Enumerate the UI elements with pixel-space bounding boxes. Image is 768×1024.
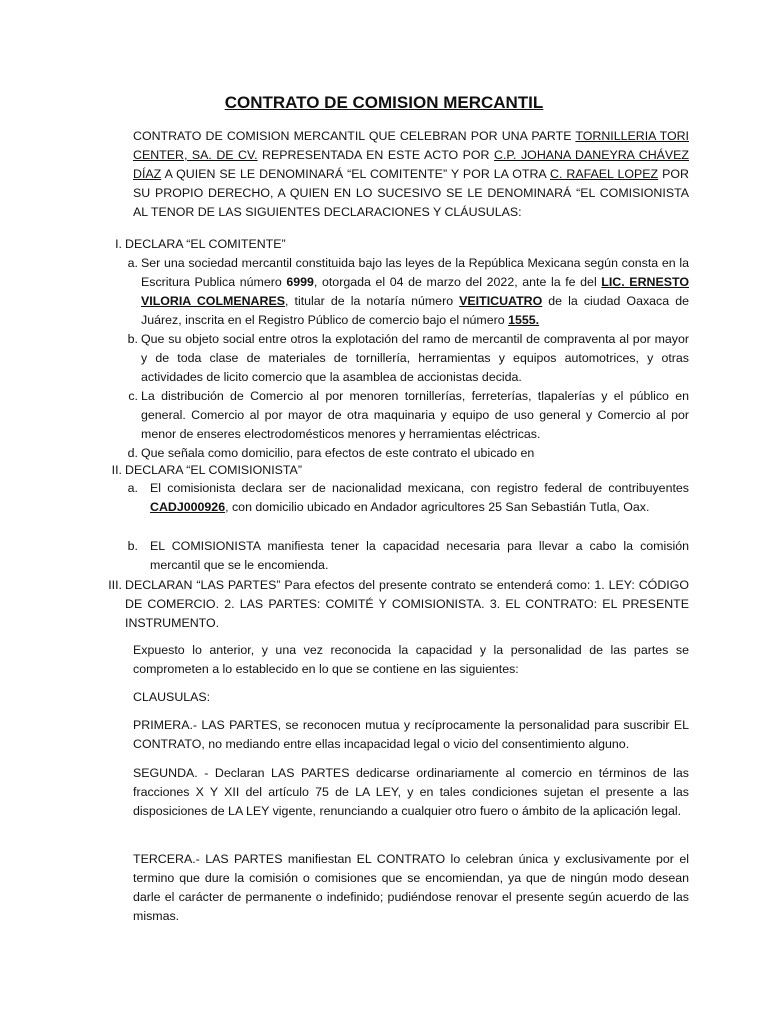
item-letter: b. [127, 332, 138, 346]
intro-text-4: POR SU PROPIO DERECHO, A QUIEN EN LO SUCESIVO SE LE DENOMINARÁ “EL COMISIONISTA AL TENOR DE LAS SIGUIENTES DECLARACIONES Y CLÁUSULAS: [133, 167, 689, 219]
document-title: CONTRATO DE COMISION MERCANTIL [224, 93, 544, 112]
declaration-3-number: III. [108, 578, 122, 592]
item-text: Que su objeto social entre otros la explotación del ramo de mercantil de compraventa al por mayor y de toda clase de materiales de tornillería, herramientas y equipos automotrices, y otras actividades de licito comercio que la asamblea de accionistas decida. [141, 332, 689, 384]
item-letter: c. [128, 389, 138, 403]
item-text: La distribución de Comercio al por menoren tornillerías, ferreterías, tlapalerías y el público en general. Comercio al por mayor de otra maquinaria y equipo de uso general y Comercio al por menor de enseres electrodomésticos menores y herramientas eléctricas. [141, 389, 689, 441]
item-a-text-1: Ser una sociedad mercantil constituida bajo las leyes de la República Mexicana según consta en la Escritura Publica número [141, 256, 689, 289]
clause-tercera: TERCERA.- LAS PARTES manifiestan EL CONTRATO lo celebran única y exclusivamente por el termino que dure la comisión o comisiones que se encomiendan, ya que de ningún modo desean darle el carácter de permanente o indefinido; pudiéndose renovar el presente según acuerdo de las mismas. [133, 852, 689, 923]
item-letter: d. [127, 446, 138, 460]
intro-text-1: CONTRATO DE COMISION MERCANTIL QUE CELEBRAN POR UNA PARTE [133, 129, 576, 143]
item-a-text-2: , con domicilio ubicado en Andador agricultores 25 San Sebastián Tutla, Oax. [225, 500, 650, 514]
item-a-text-3: , titular de la notaría número [284, 294, 460, 308]
notary-name: LIC. ERNESTO VILORIA COLMENARES [141, 275, 689, 308]
declaration-2-number: II. [111, 463, 122, 477]
rfc-number: CADJ000926 [150, 500, 226, 514]
intro-text-2: REPRESENTADA EN ESTE ACTO POR [257, 148, 494, 162]
clausulas-heading: CLAUSULAS: [133, 690, 211, 704]
registry-number: 1555. [508, 313, 540, 327]
declaration-1-number: I. [115, 237, 122, 251]
item-a-text-4: de la ciudad Oaxaca de Juárez, inscrita en el Registro Público de comercio bajo el número [141, 294, 689, 327]
intro-paragraph [133, 127, 689, 222]
representative-name: C.P. JOHANA DANEYRA CHÁVEZ DÍAZ [133, 148, 689, 181]
item-text [150, 479, 689, 517]
notary-number: VEITICUATRO [459, 294, 543, 308]
company-name: TORNILLERIA TORI CENTER, SA. DE CV. [133, 129, 690, 162]
other-party-name: C. RAFAEL LOPEZ [550, 167, 659, 181]
clause-segunda: SEGUNDA. - Declaran LAS PARTES dedicarse ordinariamente al comercio en términos de las fracciones X Y XII del artículo 75 de LA LEY, y en tales condiciones sujetan el presente a las disposiciones de LA LEY vigente, renunciando a cualquier otro fuero o ámbito de la aplicación legal. [133, 766, 689, 818]
escritura-number: 6999 [286, 275, 314, 289]
declaration-3-text: DECLARAN “LAS PARTES” Para efectos del presente contrato se entenderá como: 1. LEY: CÓDIGO DE COMERCIO. 2. LAS PARTES: COMITÉ Y COMISIONISTA. 3. EL CONTRATO: EL PRESENTE INSTRUMENTO. [125, 578, 689, 630]
item-text [141, 254, 689, 330]
expuesto-paragraph: Expuesto lo anterior, y una vez reconocida la capacidad y la personalidad de las partes se comprometen a lo establecido en lo que se contiene en las siguientes: [133, 643, 689, 676]
item-letter: a. [127, 256, 138, 270]
item-text: Que señala como domicilio, para efectos de este contrato el ubicado en [141, 446, 535, 460]
item-letter: a. [127, 481, 138, 495]
item-a-text-2: , otorgada el 04 de marzo del 2022, ante la fe del [313, 275, 602, 289]
item-a-text-1: El comisionista declara ser de nacionalidad mexicana, con registro federal de contribuyentes [150, 481, 689, 495]
item-letter: b. [127, 539, 138, 553]
declaration-2-title: DECLARA “EL COMISIONISTA” [125, 463, 302, 477]
declaration-1-title: DECLARA “EL COMITENTE” [125, 237, 286, 251]
intro-text-3: A QUIEN SE LE DENOMINARÁ “EL COMITENTE” Y POR LA OTRA [161, 167, 551, 181]
item-text: EL COMISIONISTA manifiesta tener la capacidad necesaria para llevar a cabo la comisión mercantil que se le encomienda. [150, 539, 689, 572]
clause-primera: PRIMERA.- LAS PARTES, se reconocen mutua y recíprocamente la personalidad para suscribir EL CONTRATO, no mediando entre ellas incapacidad legal o vicio del consentimiento alguno. [133, 718, 689, 751]
